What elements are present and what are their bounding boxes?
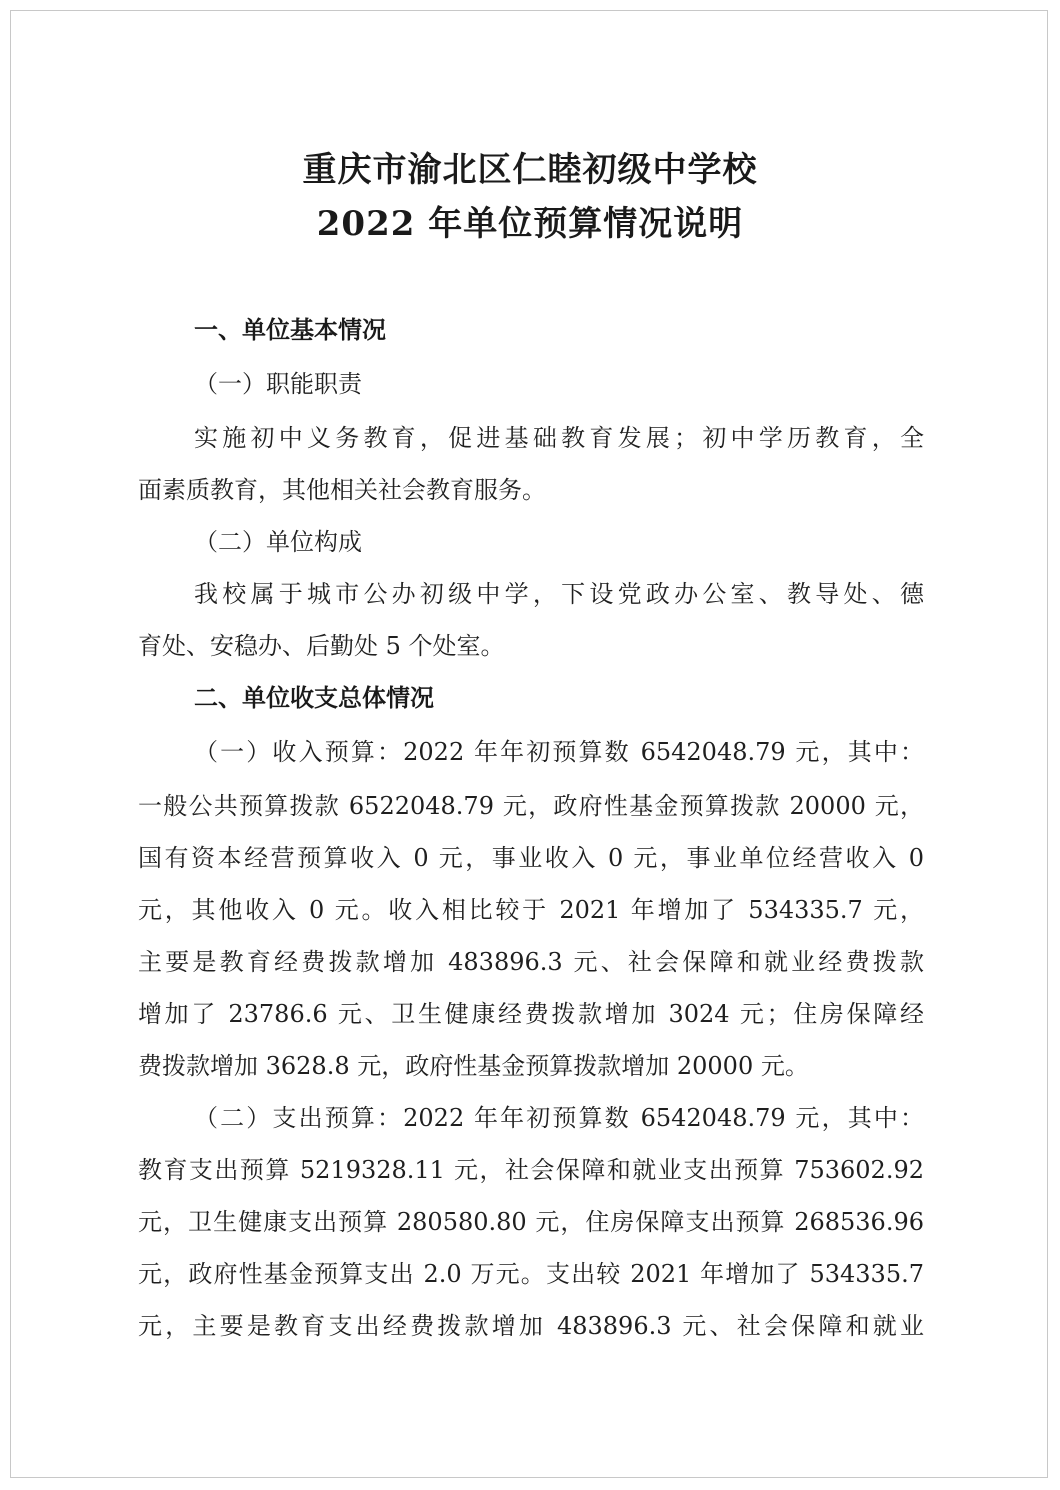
paragraph-line: 教育支出预算 5219328.11 元，社会保障和就业支出预算 753602.92 [138,1156,924,1184]
section-heading-budget-overview: 二、单位收支总体情况 [194,684,434,712]
paragraph-line: 育处、安稳办、后勤处 5 个处室。 [138,632,505,660]
paragraph-line: 主要是教育经费拨款增加 483896.3 元、社会保障和就业经费拨款 [138,948,924,976]
subsection-heading-duties: （一）职能职责 [194,370,362,398]
paragraph-line: 面素质教育，其他相关社会教育服务。 [138,476,546,504]
paragraph-line: 一般公共预算拨款 6522048.79 元，政府性基金预算拨款 20000 元， [138,792,924,820]
section-heading-basic-info: 一、单位基本情况 [194,316,386,344]
paragraph-line: 增加了 23786.6 元、卫生健康经费拨款增加 3024 元；住房保障经 [138,1000,924,1028]
subsection-heading-composition: （二）单位构成 [194,528,362,556]
paragraph-line: 元，其他收入 0 元。收入相比较于 2021 年增加了 534335.7 元， [138,896,924,924]
paragraph-line: 元，卫生健康支出预算 280580.80 元，住房保障支出预算 268536.96 [138,1208,924,1236]
paragraph-line: 元，政府性基金预算支出 2.0 万元。支出较 2021 年增加了 534335.7 [138,1260,924,1288]
document-subtitle: 2022 年单位预算情况说明 [316,204,744,244]
paragraph-line: 费拨款增加 3628.8 元，政府性基金预算拨款增加 20000 元。 [138,1052,809,1080]
paragraph-line: 我校属于城市公办初级中学，下设党政办公室、教导处、德 [194,580,924,608]
paragraph-line: （二）支出预算：2022 年年初预算数 6542048.79 元，其中： [194,1104,924,1132]
paragraph-line: 实施初中义务教育，促进基础教育发展；初中学历教育，全 [194,424,924,452]
paragraph-line: 元，主要是教育支出经费拨款增加 483896.3 元、社会保障和就业 [138,1312,924,1340]
paragraph-line: 国有资本经营预算收入 0 元，事业收入 0 元，事业单位经营收入 0 [138,844,924,872]
paragraph-line: （一）收入预算：2022 年年初预算数 6542048.79 元，其中： [194,738,924,766]
document-title: 重庆市渝北区仁睦初级中学校 [302,150,758,190]
